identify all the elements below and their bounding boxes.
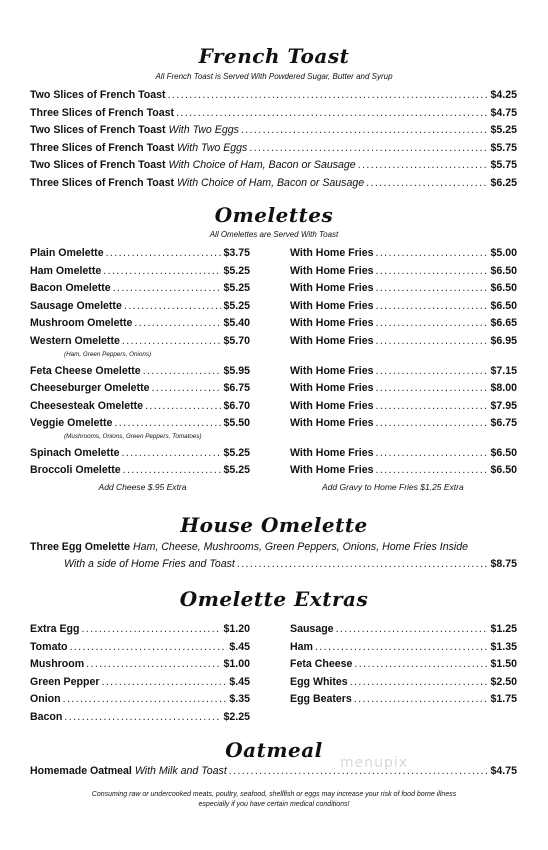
item-name: Three Slices of French Toast [30,142,175,154]
menu-item [30,675,250,689]
item-name: Cheesesteak Omelette [30,400,144,412]
item-price: $6.75 [490,417,517,429]
menu-item [30,158,517,172]
item-name: Two Slices of French Toast [30,89,166,101]
leader-dots [152,381,222,395]
menu-item [290,416,517,430]
item-price: $6.50 [490,300,517,312]
menu-item [30,299,250,313]
leader-dots [249,141,488,155]
item-name: With Home Fries [290,382,374,394]
watermark-logo: menupix [340,755,409,771]
item-name: Onion [30,693,61,705]
item-price: $5.95 [223,365,250,377]
item-price: $.45 [229,641,250,653]
item-name: With Home Fries [290,417,374,429]
item-price: $2.50 [490,676,517,688]
item-name: Extra Egg [30,623,80,635]
leader-dots [176,106,488,120]
leader-dots [122,334,222,348]
item-price: $5.25 [223,447,250,459]
item-price: $7.15 [490,365,517,377]
menu-item [30,88,517,102]
item-description: Ham, Cheese, Mushrooms, Green Peppers, Onions, Home Fries Inside [133,541,469,553]
item-price: $1.00 [223,658,250,670]
item-name: With Home Fries [290,282,374,294]
item-price: $5.40 [223,317,250,329]
leader-dots [63,692,228,706]
menu-item [30,106,517,120]
menu-item [290,246,517,260]
item-price: $4.75 [490,107,517,119]
item-price: $1.20 [223,623,250,635]
menu-item [30,692,250,706]
leader-dots [354,657,488,671]
item-price: $4.75 [490,765,517,777]
menu-item [290,316,517,330]
item-price: $6.50 [490,282,517,294]
oatmeal-heading: Oatmeal [225,738,323,762]
house-omelette-heading: House Omelette [180,513,368,537]
item-name: With Home Fries [290,317,374,329]
item-price: $4.25 [490,89,517,101]
item-price: $5.50 [223,417,250,429]
menu-item [30,764,517,778]
omelette-extras-heading: Omelette Extras [179,587,369,611]
item-price: $1.35 [490,641,517,653]
item-price: $5.25 [223,282,250,294]
item-description: With Choice of Ham, Bacon or Sausage [177,177,365,189]
item-name: Cheeseburger Omelette [30,382,150,394]
french-toast-heading: French Toast [198,44,350,68]
menu-item [30,141,517,155]
western-ingredients-note: (Ham, Green Peppers, Onions) [64,351,152,358]
menu-item [30,657,250,671]
menu-item [30,710,250,724]
add-gravy-note: Add Gravy to Home Fries $1.25 Extra [322,482,464,492]
menu-item [30,281,250,295]
leader-dots [376,334,489,348]
leader-dots [121,446,221,460]
leader-dots [376,416,489,430]
menu-item [30,176,517,190]
food-safety-warning [0,790,548,810]
leader-dots [145,399,221,413]
menu-item [30,123,517,137]
item-name: Three Slices of French Toast [30,107,175,119]
item-name: Plain Omelette [30,247,104,259]
leader-dots [113,281,222,295]
menu-item [30,399,250,413]
item-name: Veggie Omelette [30,417,113,429]
leader-dots [69,640,227,654]
item-name: Western Omelette [30,335,120,347]
menu-item [290,640,517,654]
leader-dots [241,123,489,137]
item-name: With Home Fries [290,247,374,259]
item-price: $8.75 [490,558,517,570]
leader-dots [103,264,221,278]
item-name: Two Slices of French Toast [30,124,166,136]
item-name: Mushroom [30,658,85,670]
item-price: $5.70 [223,335,250,347]
leader-dots [376,281,489,295]
item-name: Spinach Omelette [30,447,120,459]
item-price: $1.25 [490,623,517,635]
item-price: $6.95 [490,335,517,347]
omelettes-note: All Omelettes are Served With Toast [209,230,339,239]
leader-dots [376,463,489,477]
menu-item [30,381,250,395]
leader-dots [376,446,489,460]
leader-dots [376,381,489,395]
menu-item [290,399,517,413]
menu-item [30,316,250,330]
item-price: $6.70 [223,400,250,412]
leader-dots [350,675,489,689]
leader-dots [81,622,221,636]
leader-dots [376,399,489,413]
item-price: $6.50 [490,464,517,476]
item-name: Feta Cheese [290,658,353,670]
item-price: $7.95 [490,400,517,412]
item-price: $.45 [229,676,250,688]
menu-item [30,622,250,636]
item-description: With a side of Home Fries and Toast [64,558,235,570]
item-name: With Home Fries [290,300,374,312]
item-price: $6.65 [490,317,517,329]
leader-dots [101,675,227,689]
item-name: Bacon Omelette [30,282,111,294]
menu-item [290,446,517,460]
menu-item [290,334,517,348]
item-name: Egg Whites [290,676,348,688]
item-price: $6.75 [223,382,250,394]
item-price: $1.50 [490,658,517,670]
item-price: $5.25 [490,124,517,136]
leader-dots [124,299,222,313]
item-price: $5.25 [223,265,250,277]
warning-line-1: Consuming raw or undercooked meats, poultry, seafood, shellfish or eggs may increase your risk of food borne illness [91,791,457,798]
leader-dots [376,364,489,378]
leader-dots [106,246,222,260]
french-toast-note: All French Toast is Served With Powdered Sugar, Butter and Syrup [155,72,393,81]
item-name: With Home Fries [290,400,374,412]
item-price: $1.75 [490,693,517,705]
menu-item [30,264,250,278]
menu-item [290,264,517,278]
warning-line-2: especially if you have certain medical conditions! [198,801,350,808]
item-name: With Home Fries [290,335,374,347]
leader-dots [229,764,489,778]
leader-dots [358,158,489,172]
item-price: $2.25 [223,711,250,723]
item-price: $5.75 [490,159,517,171]
menu-item [30,446,250,460]
leader-dots [237,557,489,571]
item-price: $8.00 [490,382,517,394]
item-price: $5.75 [490,142,517,154]
item-name: Egg Beaters [290,693,352,705]
leader-dots [376,316,489,330]
item-name: With Home Fries [290,464,374,476]
leader-dots [168,88,489,102]
menu-item [290,281,517,295]
leader-dots [354,692,489,706]
menu-item [30,364,250,378]
menu-item [290,657,517,671]
item-name: Mushroom Omelette [30,317,133,329]
item-description: With Two Eggs [168,124,239,136]
menu-item [290,622,517,636]
menu-item [290,364,517,378]
item-name: With Home Fries [290,365,374,377]
menu-item [290,381,517,395]
menu-item [30,540,517,554]
menu-item [290,675,517,689]
item-name: Ham Omelette [30,265,102,277]
leader-dots [315,640,489,654]
item-name: Sausage Omelette [30,300,122,312]
menu-item [30,640,250,654]
leader-dots [336,622,489,636]
item-description: With Two Eggs [177,142,248,154]
item-price: $3.75 [223,247,250,259]
menu-item [30,334,250,348]
menu-item [290,463,517,477]
leader-dots [123,463,222,477]
item-name: Ham [290,641,313,653]
item-name: Bacon [30,711,63,723]
leader-dots [86,657,221,671]
item-price: $6.25 [490,177,517,189]
add-cheese-note: Add Cheese $.95 Extra [98,482,187,492]
menu-item [290,299,517,313]
item-price: $5.25 [223,464,250,476]
menu-item [290,692,517,706]
menu-item [30,416,250,430]
item-name: With Home Fries [290,265,374,277]
leader-dots [376,264,489,278]
item-description: With Milk and Toast [134,765,227,777]
item-price: $.35 [229,693,250,705]
leader-dots [366,176,488,190]
item-price: $5.25 [223,300,250,312]
menu-item [30,246,250,260]
item-price: $5.00 [490,247,517,259]
item-name: Three Slices of French Toast [30,177,175,189]
item-name: Green Pepper [30,676,100,688]
item-price: $6.50 [490,265,517,277]
item-name: Homemade Oatmeal [30,765,132,777]
leader-dots [143,364,222,378]
item-name: Feta Cheese Omelette [30,365,141,377]
leader-dots [64,710,221,724]
item-name: With Home Fries [290,447,374,459]
leader-dots [134,316,221,330]
menu-item [30,463,250,477]
item-name: Two Slices of French Toast [30,159,166,171]
item-price: $6.50 [490,447,517,459]
leader-dots [114,416,221,430]
item-name: Sausage [290,623,334,635]
item-name: Tomato [30,641,68,653]
item-name: Broccoli Omelette [30,464,121,476]
omelettes-heading: Omelettes [214,203,334,227]
item-name: Three Egg Omelette [30,541,131,553]
menu-item [64,557,517,571]
leader-dots [376,246,489,260]
item-description: With Choice of Ham, Bacon or Sausage [168,159,356,171]
leader-dots [376,299,489,313]
veggie-ingredients-note: (Mushrooms, Onions, Green Peppers, Tomatoes) [64,433,202,440]
